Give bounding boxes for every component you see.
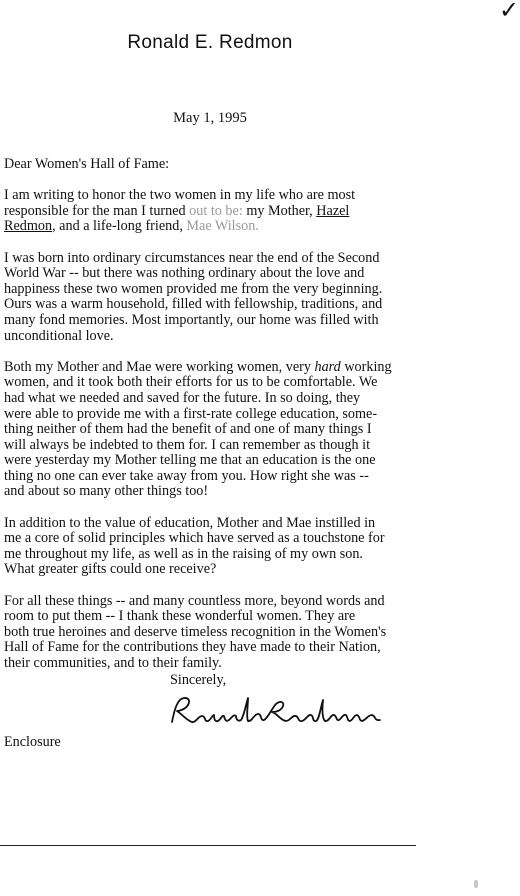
text-span: Both my Mother and Mae were working women, very [4, 358, 315, 375]
text-line: were yesterday my Mother telling me that an education is the one [4, 452, 376, 469]
check-mark: ✓ [499, 0, 520, 24]
text-span: working [340, 358, 392, 375]
text-line: me throughout my life, as well as in the raising of my own son. [4, 545, 363, 562]
text-line: thing no one can ever take away from you. How right she was -- [4, 467, 369, 484]
text-line [4, 360, 416, 376]
text-line: World War -- but there was nothing ordinary about the love and [4, 265, 365, 282]
faint-text: out to be: [189, 202, 243, 219]
text-line: I was born into ordinary circumstances near the end of the Second [4, 249, 380, 266]
letterhead-name: Ronald E. Redmon [127, 32, 293, 53]
paragraph-2 [4, 251, 416, 345]
faint-text: Mae Wilson. [186, 218, 259, 235]
text-span: responsible for the man I turned [4, 202, 190, 219]
text-line: women, and it took both their efforts for us to be comfortable. We [4, 374, 378, 391]
paragraph-5 [4, 594, 416, 672]
text-line: happiness these two women provided me from the very beginning. [4, 280, 383, 297]
handwritten-signature [168, 692, 388, 734]
text-line: had what we needed and saved for the future. In so doing, they [4, 389, 361, 406]
text-line: Hall of Fame for the contributions they have made to their Nation, [4, 639, 381, 656]
letter-date: May 1, 1995 [173, 110, 247, 126]
text-span: , and a life-long friend, [52, 218, 187, 235]
text-line: Ours was a warm household, filled with fellowship, traditions, and [4, 296, 383, 313]
salutation: Dear Women's Hall of Fame: [4, 156, 170, 172]
text-line: will always be indebted to them for. I can remember as though it [4, 436, 371, 453]
enclosure-note: Enclosure [4, 734, 61, 750]
letter-body [4, 157, 416, 687]
text-line [4, 219, 416, 235]
paragraph-1 [4, 188, 416, 235]
closing: Sincerely, [170, 672, 227, 688]
paragraph-3 [4, 360, 416, 500]
text-line: both true heroines and deserve timeless recognition in the Women's [4, 623, 387, 640]
text-line: room to put them -- I thank these wonderful women. They are [4, 608, 356, 625]
underlined-name: Redmon [4, 218, 53, 235]
text-line: were able to provide me with a first-rate college education, some- [4, 405, 378, 422]
text-line: I am writing to honor the two women in my life who are most [4, 187, 356, 204]
text-line: their communities, and to their family. [4, 655, 222, 671]
text-line: In addition to the value of education, Mother and Mae instilled in [4, 514, 376, 531]
text-line: thing neither of them had the benefit of and one of many things I [4, 421, 372, 438]
bottom-rule [0, 845, 416, 846]
text-span: my Mother, [242, 202, 317, 219]
text-line [4, 204, 416, 220]
text-line: What greater gifts could one receive? [4, 561, 217, 578]
text-line: For all these things -- and many countless more, beyond words and [4, 592, 385, 609]
underlined-name: Hazel [316, 202, 350, 219]
text-line: unconditional love. [4, 327, 114, 344]
text-line: me a core of solid principles which have served as a touchstone for [4, 530, 385, 547]
text-line: many fond memories. Most importantly, our home was filled with [4, 311, 379, 328]
emphasis-text: hard [314, 358, 341, 375]
text-line: and about so many other things too! [4, 483, 209, 500]
scan-speck [474, 880, 478, 888]
paragraph-4 [4, 516, 416, 578]
